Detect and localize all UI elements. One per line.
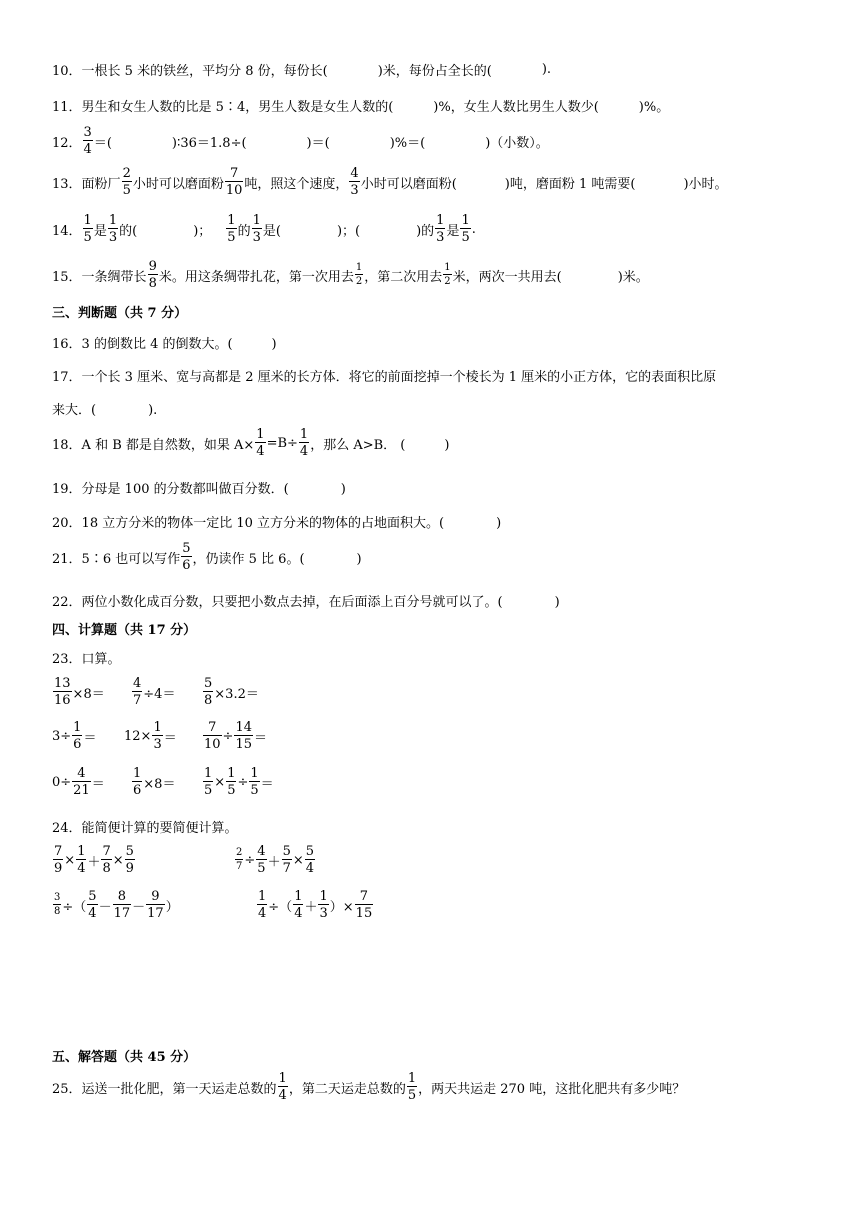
question-18 [52,428,449,458]
fraction: $\frac{2}{7}$ [236,847,243,872]
fraction: $\frac{1}{3}$ [153,720,162,752]
question-12 [52,126,549,156]
expression-text: ÷4＝ [143,686,176,702]
expression-text: 3÷ [52,728,72,744]
fraction: $\frac{1}{4}$ [299,427,309,459]
fraction: $\frac{13}{16}$ [54,676,71,708]
fraction: 1 4 [294,889,303,921]
question-text: 小时可以磨面粉 [132,176,224,192]
oral-item [52,767,105,797]
fraction: $\frac{1}{4}$ [258,889,267,921]
expression-text: ＝ [163,730,177,746]
expression-text: ×3.2＝ [214,686,259,702]
fraction: 1 4 [278,1071,287,1103]
question-text: ，两天共运走 270 吨，这批化肥共有多少吨？ [418,1081,686,1097]
question-text: 男生和女生人数的比是 5∶4，男生人数是女生人数的( [81,100,394,115]
fraction: $\frac{5}{9}$ [125,844,134,876]
fraction: 3 4 [83,125,92,157]
fraction: 9 17 [147,889,164,921]
question-14 [52,214,476,244]
oral-item [202,721,267,751]
question-text: )＝( [306,135,330,151]
question-10 [52,60,551,79]
question-text: )%。 [638,100,670,115]
question-17 [52,366,716,385]
question-text: )；( [336,223,361,239]
fraction: $\frac{4}{7}$ [133,676,142,708]
operator: × [64,852,76,868]
question-24 [52,817,238,836]
question-text: 20．18 立方分米的物体一定比 10 立方分米的物体的占地面积大。( ) [52,516,502,531]
expression-text: ÷ [222,728,234,744]
fraction: 4 3 [350,166,359,198]
section-heading-word-problems: 五、解答题（共 45 分） [52,1050,197,1065]
calc-expression-3 [52,890,179,920]
operator: × [112,852,124,868]
question-number: 15． [52,269,82,285]
question-text: 是 [446,223,460,239]
question-text: )（小数）。 [485,135,549,151]
question-text: 16．3 的倒数比 4 的倒数大。( ) [52,337,277,352]
fraction: 9 8 [148,259,157,291]
question-text: )%＝( [389,135,426,151]
fraction: $\frac{7}{9}$ [54,844,63,876]
fraction: $\frac{7}{8}$ [102,844,111,876]
question-17-continued [52,399,157,418]
question-11 [52,96,669,115]
question-text: )∶36＝1.8÷( [171,135,247,151]
question-text: ，那么 A>B． ( ) [310,437,450,453]
question-number: 11． [52,100,82,115]
question-text: )； [193,223,212,239]
expression-text: ×8＝ [72,686,105,702]
fraction: 1 5 [83,213,92,245]
operator: ） [165,899,179,915]
expression-text: ＝ [91,776,105,792]
question-text: ＝( [93,135,112,151]
question-text: 来大．( ). [52,403,158,418]
question-text: ). [541,62,552,77]
fraction: 1 3 [319,889,328,921]
question-text: )米。 [617,269,649,285]
question-20 [52,512,501,531]
question-text: ，仍读作 5 比 6。( ) [192,551,362,567]
question-text: 是 [93,223,107,239]
question-text: . [471,221,476,237]
fraction: $\frac{5}{4}$ [305,844,315,876]
calc-expression-1 [52,845,136,875]
fraction: 1 5 [407,1071,417,1103]
fraction: 1 2 [355,262,363,287]
oral-item [52,677,105,707]
question-23 [52,648,121,667]
fraction: $\frac{1}{6}$ [133,766,142,798]
question-number: 12． [52,135,82,151]
expression-text: ×8＝ [143,776,176,792]
fraction: $\frac{5}{8}$ [204,676,213,708]
question-number: 10． [52,64,82,79]
oral-item [124,721,177,751]
fraction: 1 3 [252,213,261,245]
fraction: $\frac{4}{21}$ [73,766,90,798]
oral-item [131,677,175,707]
fraction: $\frac{3}{8}$ [54,892,61,917]
operator: ）× [329,899,354,915]
fraction: 5 6 [182,541,191,573]
operator: ÷ [244,852,256,868]
question-text: 17．一个长 3 厘米、宽与高都是 2 厘米的长方体．将它的前面挖掉一个棱长为 1 厘米的小正方体，它的表面积比原 [52,370,717,385]
operator: － [132,899,146,915]
question-text: 一根长 5 米的铁丝，平均分 8 份，每份长( [81,64,328,79]
fraction: $\frac{1}{5}$ [250,766,259,798]
operator: － [98,899,112,915]
question-15 [52,260,649,290]
oral-item [202,677,259,707]
calc-expression-4 [256,890,374,920]
question-text: )米，每份占全长的( [377,64,492,79]
fraction: 1 5 [461,213,470,245]
question-text: 米。用这条绸带扎花，第一次用去 [158,269,354,285]
question-16 [52,333,277,352]
operator: ÷（ [62,899,87,915]
operator: ＋ [87,854,101,870]
operator: ＋ [267,854,281,870]
fraction: 7 10 [225,166,243,198]
fraction: 1 3 [436,213,445,245]
question-19 [52,478,346,497]
operator: ＋ [304,899,318,915]
question-text: )吨，磨面粉 1 吨需要( [504,176,636,192]
question-text: 的( [119,223,138,239]
operator: ÷（ [268,899,293,915]
expression-text: ＝ [83,730,97,746]
expression-text: 0÷ [52,774,72,790]
section-heading-judgement: 三、判断题（共 7 分） [52,306,188,321]
fraction: $\frac{1}{6}$ [73,720,82,752]
question-21 [52,542,362,572]
fraction: 2 5 [122,166,131,198]
fraction: 5 4 [88,889,97,921]
section-heading-calculation: 四、计算题（共 17 分） [52,623,197,638]
fraction: $\frac{1}{4}$ [256,427,265,459]
expression-text: 12× [124,728,152,744]
fraction: 1 2 [444,262,451,287]
fraction: 1 3 [108,213,118,245]
question-text: 一条绸带长 [81,269,147,285]
operator: × [292,852,304,868]
question-text: 的 [237,223,251,239]
fraction: $\frac{4}{5}$ [257,844,266,876]
question-text: 是( [262,223,281,239]
question-text: 面粉厂 [81,176,121,192]
fraction: $\frac{1}{5}$ [227,766,236,798]
question-text: 24．能简便计算的要简便计算。 [52,821,238,836]
expression-text: ÷ [237,774,249,790]
fraction: $\frac{1}{5}$ [204,766,213,798]
question-text: 22．两位小数化成百分数，只要把小数点去掉，在后面添上百分号就可以了。( ) [52,595,560,610]
fraction: $\frac{7}{10}$ [204,720,221,752]
oral-item [131,767,175,797]
question-text: =B÷ [266,435,298,451]
question-text: 19．分母是 100 的分数都叫做百分数．( ) [52,482,346,497]
question-text: 25．运送一批化肥，第一天运走总数的 [52,1081,277,1097]
question-text: ，第二次用去 [364,269,443,285]
oral-item [202,767,274,797]
expression-text: ＝ [260,776,274,792]
question-text: ，第二天运走总数的 [288,1081,406,1097]
fraction: $\frac{1}{4}$ [77,844,86,876]
question-text: 吨，照这个速度， [244,176,349,192]
question-25 [52,1072,685,1102]
question-text: )%，女生人数比男生人数少( [433,100,599,115]
calc-expression-2 [234,845,316,875]
expression-text: ＝ [254,730,268,746]
question-text: 21．5∶6 也可以写作 [52,551,181,567]
question-text: )小时。 [683,176,728,192]
question-text: 23．口算。 [52,652,121,667]
fraction: 1 5 [227,213,236,245]
question-text: 18．A 和 B 都是自然数，如果 A× [52,437,255,453]
question-text: 米，两次一共用去( [452,269,562,285]
fraction: 8 17 [113,889,131,921]
question-number: 13． [52,176,82,192]
question-number: 14． [52,223,82,239]
oral-item [52,721,96,751]
question-text: )的 [416,223,435,239]
fraction: $\frac{7}{15}$ [355,889,373,921]
question-22 [52,591,560,610]
fraction: $\frac{14}{15}$ [235,720,252,752]
question-13 [52,167,728,197]
question-text: 小时可以磨面粉( [360,176,457,192]
expression-text: × [214,774,226,790]
fraction: $\frac{5}{7}$ [282,844,291,876]
